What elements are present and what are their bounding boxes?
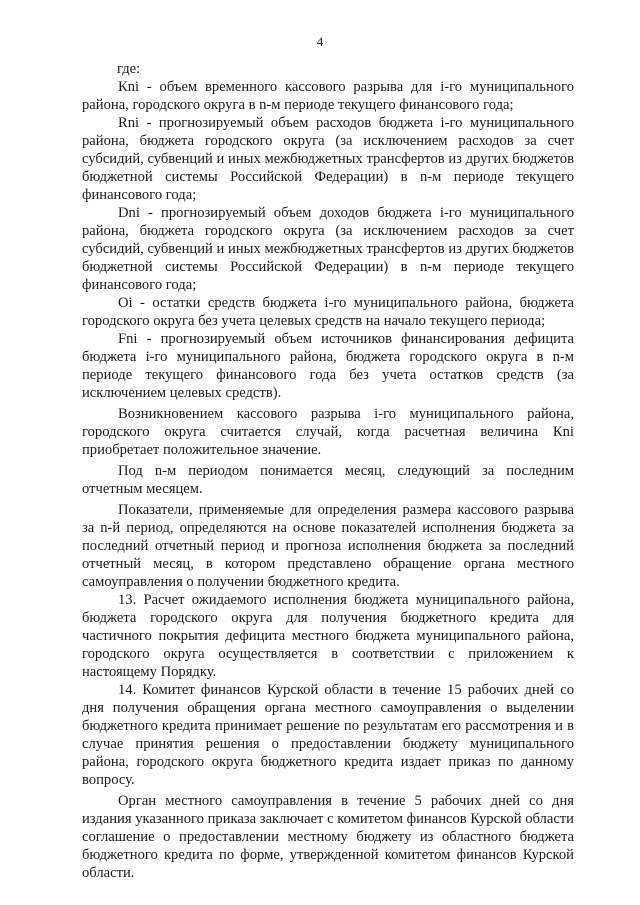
paragraph-where: где: [117, 61, 141, 77]
paragraph-definition-dni: Dni - прогнозируемый объем доходов бюджета i-го муниципального района, бюджета городского округа (за исключением расходов за счет субсидий, субвенций и иных межбюджетных трансфертов из других бюджетов бюджетной системы Российской Федерации) в n-м периоде текущего финансового года; [82, 205, 574, 293]
document-body [82, 60, 574, 882]
paragraph-agreement: Орган местного самоуправления в течение 5 рабочих дней со дня издания указанного приказа заключает с комитетом финансов Курской области соглашение о предоставлении местному бюджету из областного бюджета бюджетного кредита по форме, утвержденной комитетом финансов Курской области. [82, 793, 574, 881]
paragraph-clause-14: 14. Комитет финансов Курской области в течение 15 рабочих дней со дня получения обращения органа местного самоуправления о выделении бюджетного кредита принимает решение по результатам его рассмотрения и в случае принятия решения о предоставлении бюджету муниципального района, городского округа бюджетного кредита издает приказ по данному вопросу. [82, 682, 574, 788]
paragraph-definition-kni: Кni - объем временного кассового разрыва для i-го муниципального района, городского округа в n-м периоде текущего финансового года; [82, 79, 574, 113]
paragraph-nth-period: Под n-м периодом понимается месяц, следующий за последним отчетным месяцем. [82, 463, 574, 497]
paragraph-clause-13: 13. Расчет ожидаемого исполнения бюджета муниципального района, бюджета городского округа для получения бюджетного кредита для частичного покрытия дефицита местного бюджета муниципального района, городского округа осуществляется в соответствии с приложением к настоящему Порядку. [82, 592, 574, 680]
page-number: 4 [316, 34, 324, 49]
paragraph-definition-fni: Fni - прогнозируемый объем источников финансирования дефицита бюджета i-го муниципального района, бюджета городского округа в n-м периоде текущего финансового года без учета остатков средств (за исключением целевых средств). [82, 331, 574, 401]
paragraph-cash-gap: Возникновением кассового разрыва i-го муниципального района, городского округа считается случай, когда расчетная величина Кni приобретает положительное значение. [82, 406, 574, 458]
paragraph-definition-oi: Оi - остатки средств бюджета i-го муниципального района, бюджета городского округа без учета целевых средств на начало текущего периода; [82, 295, 574, 329]
paragraph-indicators: Показатели, применяемые для определения размера кассового разрыва за n-й период, определяются на основе показателей исполнения бюджета за последний отчетный период и прогноза исполнения бюджета за последний отчетный месяц, в котором представлено обращение органа местного самоуправления о получении бюджетного кредита. [82, 502, 574, 590]
paragraph-definition-rni: Rni - прогнозируемый объем расходов бюджета i-го муниципального района, бюджета городского округа (за исключением расходов за счет субсидий, субвенций и иных межбюджетных трансфертов из других бюджетов бюджетной системы Российской Федерации) в n-м периоде текущего финансового года; [82, 115, 574, 203]
